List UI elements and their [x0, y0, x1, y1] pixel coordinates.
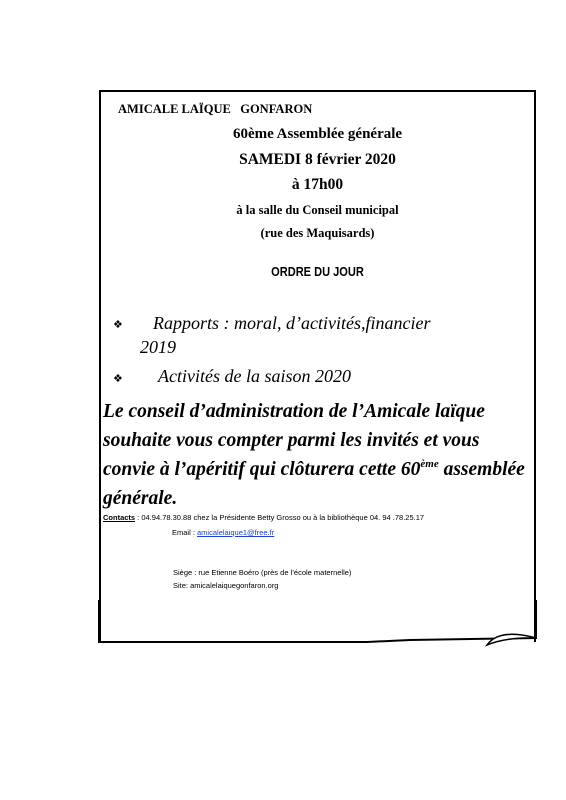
contacts-phones: : 04.94.78.30.88 chez la Présidente Betty Grosso ou à la bibliothèque 04. 94 .78.25.17: [135, 513, 425, 522]
event-venue: à la salle du Conseil municipal: [236, 203, 399, 217]
contacts-line: [103, 513, 424, 522]
email-line: [172, 528, 274, 537]
event-time: à 17h00: [291, 176, 344, 193]
website-line: Site: amicalelaiquegonfaron.org: [173, 581, 279, 590]
headquarters-address: Siège : rue Etienne Boéro (près de l’école maternelle): [173, 568, 352, 577]
agenda-title: ORDRE DU JOUR: [271, 264, 364, 279]
event-title: 60ème Assemblée générale: [232, 126, 403, 142]
invitation-message: [103, 397, 533, 513]
event-date: SAMEDI 8 février 2020: [239, 151, 396, 168]
agenda-item-1-continued: 2019: [140, 337, 176, 357]
diamond-bullet-icon: ❖: [113, 372, 123, 385]
invitation-text-end: assemblée générale.: [103, 459, 525, 509]
contacts-label: Contacts: [103, 513, 136, 522]
organization-name: AMICALE LAÏQUE GONFARON: [118, 102, 313, 116]
page-curl: [99, 600, 539, 650]
invitation-text: Le conseil d’administration de l’Amicale laïque souhaite vous compter parmi les invités et vous convie à l’apéritif qui clôturera cette 60: [103, 401, 485, 480]
agenda-item-2: Activités de la saison 2020: [158, 366, 351, 386]
event-street: (rue des Maquisards): [260, 226, 375, 240]
ordinal-suffix: ème: [420, 458, 439, 470]
email-label: Email :: [172, 528, 198, 537]
diamond-bullet-icon: ❖: [113, 318, 123, 331]
email-link[interactable]: amicalelaique1@free.fr: [197, 528, 275, 537]
agenda-item-1: Rapports : moral, d’activités,financier: [153, 313, 431, 333]
